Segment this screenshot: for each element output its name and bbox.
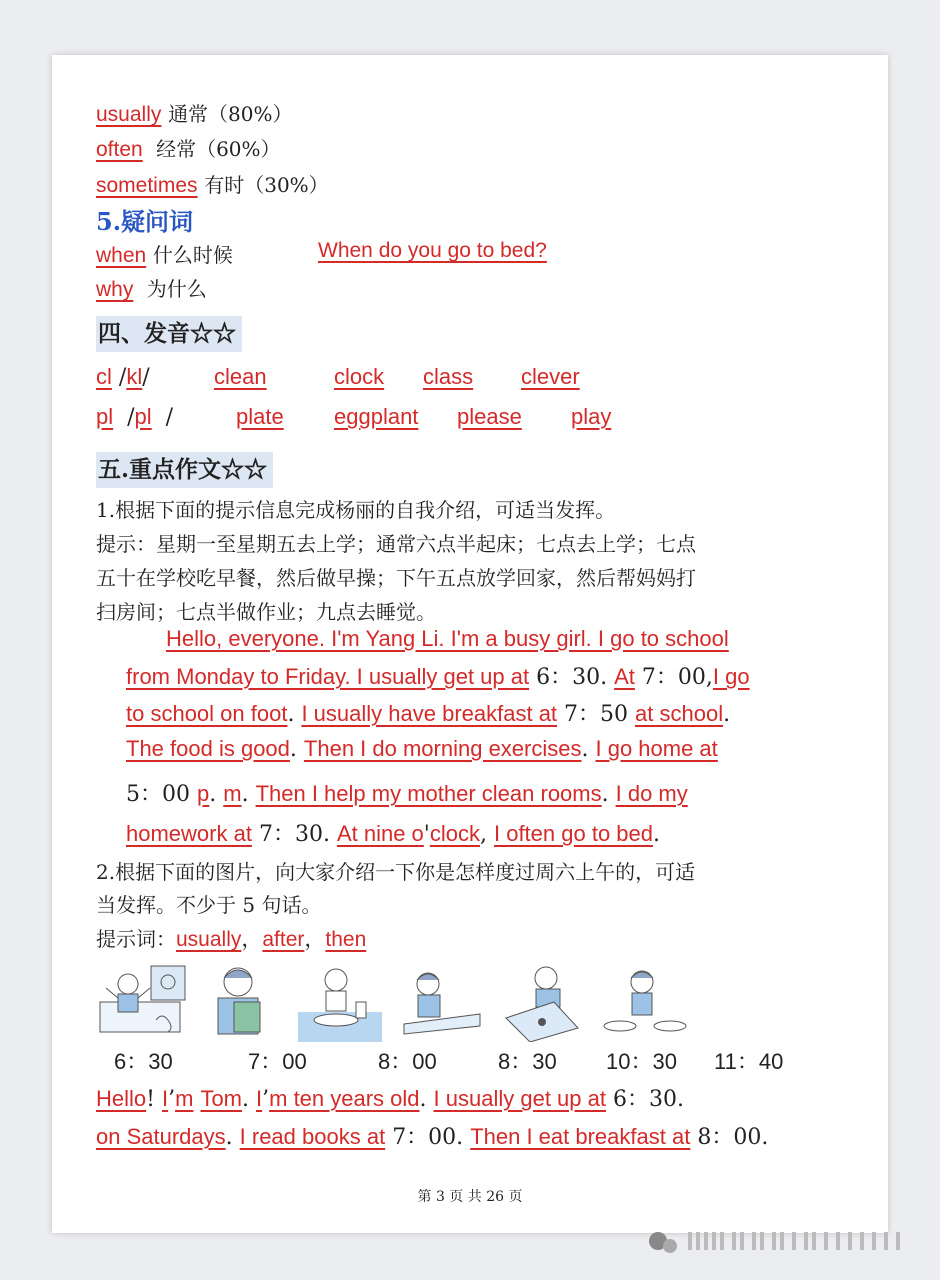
section5-title: 5.疑问词: [96, 207, 194, 236]
phonics-cl-label: cl /kl/: [96, 364, 150, 390]
question-when: when 什么时候: [96, 243, 233, 267]
word-class: class: [423, 364, 474, 389]
section5-writing-title: 五.重点作文☆☆: [96, 452, 273, 488]
task1-hint-line2: 五十在学校吃早餐，然后做早操；下午五点放学回家，然后帮妈妈打: [96, 566, 696, 590]
essay1-line5: 5：00 p. m. Then I help my mother clean rooms. I do my: [126, 781, 688, 807]
watermark-logo: [640, 1222, 920, 1260]
task1-prompt: 1.根据下面的提示信息完成杨丽的自我介绍，可适当发挥。: [96, 498, 616, 522]
word-clock: clock: [334, 364, 385, 389]
homework-picture: [400, 962, 484, 1040]
time-4: 8：30: [498, 1049, 557, 1074]
time-3: 8：00: [378, 1049, 437, 1074]
phonics-pl-label: pl /pl /: [96, 404, 174, 430]
word-clever: clever: [521, 364, 580, 389]
essay2-line2: on Saturdays. I read books at 7：00. Then I eat breakfast at 8：00.: [96, 1124, 769, 1150]
task2-prompt-line1: 2.根据下面的图片，向大家介绍一下你是怎样度过周六上午的，可适: [96, 860, 696, 884]
word-clean: clean: [214, 364, 267, 389]
time-5: 10：30: [606, 1049, 677, 1074]
time-6: 11：40: [714, 1049, 784, 1074]
word-plate: plate: [236, 404, 284, 429]
time-1: 6：30: [114, 1049, 173, 1074]
section4-title: 四、发音☆☆: [96, 316, 242, 352]
task1-hint-line3: 扫房间；七点半做作业；九点去睡觉。: [96, 600, 436, 624]
adverb-often: often 经常（60%）: [96, 137, 281, 161]
wake-up-picture: [96, 962, 188, 1040]
task1-hint-line1: 提示：星期一至星期五去上学；通常六点半起床；七点去上学；七点: [96, 532, 696, 556]
drawing-picture: [502, 962, 586, 1042]
time-2: 7：00: [248, 1049, 307, 1074]
task2-hint-words: 提示词：usually，after，then: [96, 927, 367, 951]
adverb-sometimes: sometimes 有时（30%）: [96, 173, 329, 197]
example-when: When do you go to bed?: [318, 239, 547, 262]
adverb-usually: usually 通常（80%）: [96, 102, 293, 126]
essay2-line1: Hello! I’m Tom. I’m ten years old. I usually get up at 6：30.: [96, 1086, 684, 1112]
task2-prompt-line2: 当发挥。不少于 5 句话。: [96, 893, 322, 917]
essay1-line6: homework at 7：30. At nine o'clock, I often go to bed.: [126, 821, 661, 847]
word-play: play: [571, 404, 612, 429]
word-eggplant: eggplant: [334, 404, 419, 429]
read-book-picture: [208, 962, 268, 1040]
essay1-line1: Hello, everyone. I'm Yang Li. I'm a busy girl. I go to school: [166, 626, 729, 651]
essay1-line4: The food is good. Then I do morning exercises. I go home at: [126, 736, 718, 762]
question-why: why 为什么: [96, 277, 207, 301]
page-footer: 第 3 页 共 26 页: [417, 1189, 523, 1205]
lunch-picture: [602, 962, 692, 1040]
word-please: please: [457, 404, 522, 429]
essay1-line3: to school on foot. I usually have breakfast at 7：50 at school.: [126, 701, 731, 727]
eat-breakfast-picture: [298, 962, 382, 1042]
essay1-line2: from Monday to Friday. I usually get up at 6：30. At 7：00,I go: [126, 664, 750, 690]
